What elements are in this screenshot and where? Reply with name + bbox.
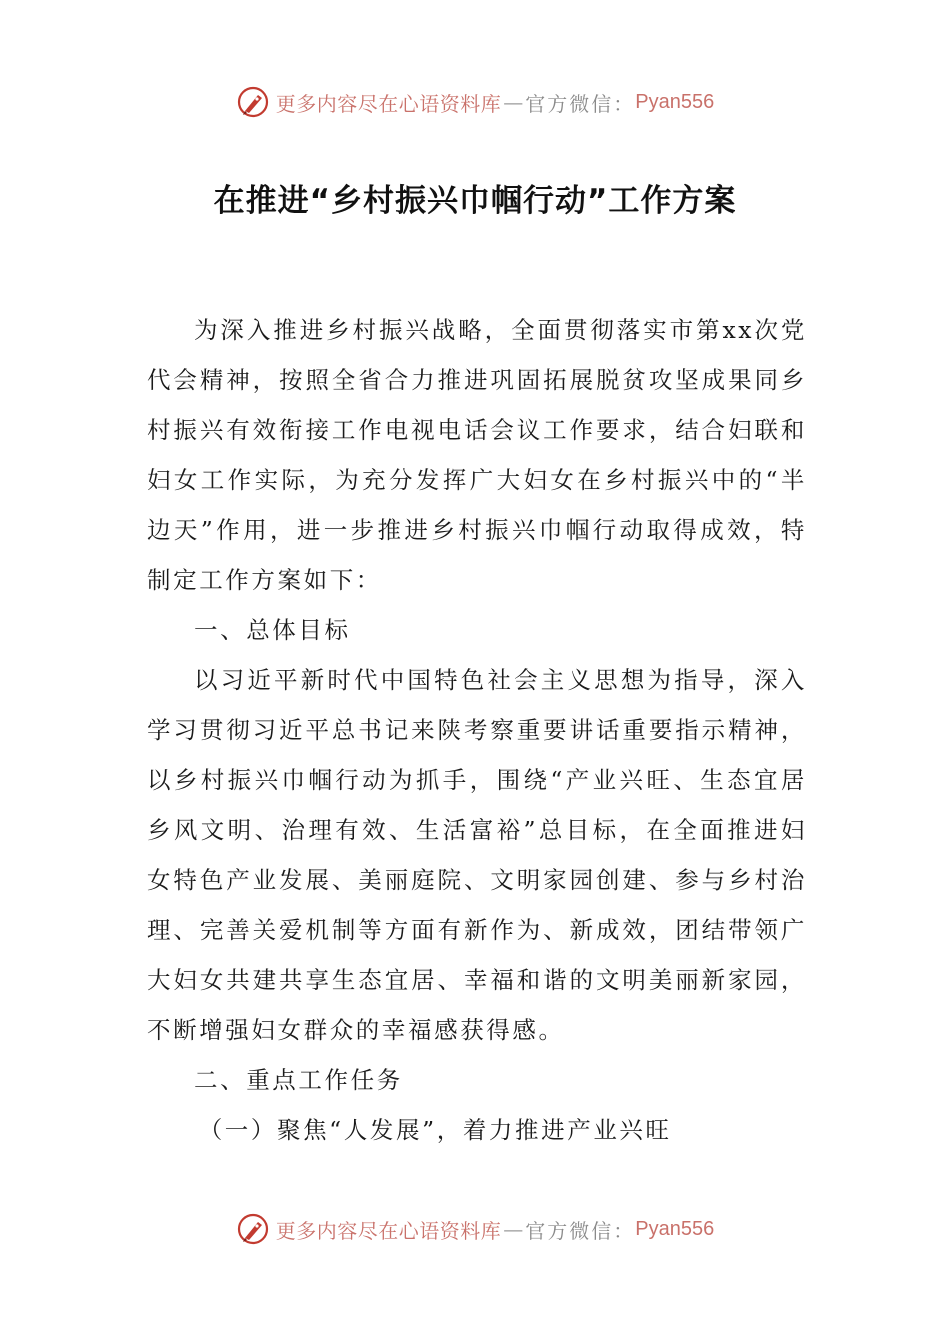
watermark-wechat-label: 官方微信： [525,1218,636,1243]
paragraph-goal: 以习近平新时代中国特色社会主义思想为指导，深入学习贯彻习近平总书记来陕考察重要讲话重要指示精神，以乡村振兴巾帼行动为抓手，围绕“产业兴旺、生态宜居乡风文明、治理有效、生活富裕”总目标，在全面推进妇女特色产业发展、美丽庭院、文明家园创建、参与乡村治理、完善关爱机制等方面有新作为、新成效，团结带领广大妇女共建共享生态宜居、幸福和谐的文明美丽新家园，不断增强妇女群众的幸福感获得感。 [147,666,807,1044]
heading-key-tasks: 二、重点工作任务 [194,1066,403,1094]
watermark-separator: — [503,90,524,114]
watermark-banner-top [0,82,950,122]
watermark-site-text: 更多内容尽在心语资料库 [275,1218,502,1243]
document-title: 在推进“乡村振兴巾帼行动”工作方案 [213,183,737,219]
document-body [147,305,807,1155]
watermark-wechat-label: 官方微信： [525,91,636,116]
subheading-task-one: （一）聚焦“人发展”，着力推进产业兴旺 [198,1116,672,1144]
watermark-wechat-id: Pyan556 [635,90,715,113]
watermark-separator: — [503,1217,524,1241]
pen-nib-logo-icon [236,85,270,119]
watermark-wechat-id: Pyan556 [635,1217,715,1240]
watermark-site-text: 更多内容尽在心语资料库 [275,91,502,116]
heading-overall-goal: 一、总体目标 [194,616,351,644]
paragraph-intro: 为深入推进乡村振兴战略，全面贯彻落实市第xx次党代会精神，按照全省合力推进巩固拓展脱贫攻坚成果同乡村振兴有效衔接工作电视电话会议工作要求，结合妇联和妇女工作实际，为充分发挥广大妇女在乡村振兴中的“半边天”作用，进一步推进乡村振兴巾帼行动取得成效，特制定工作方案如下： [147,316,807,594]
pen-nib-logo-icon [236,1212,270,1246]
watermark-banner-bottom [0,1209,950,1249]
